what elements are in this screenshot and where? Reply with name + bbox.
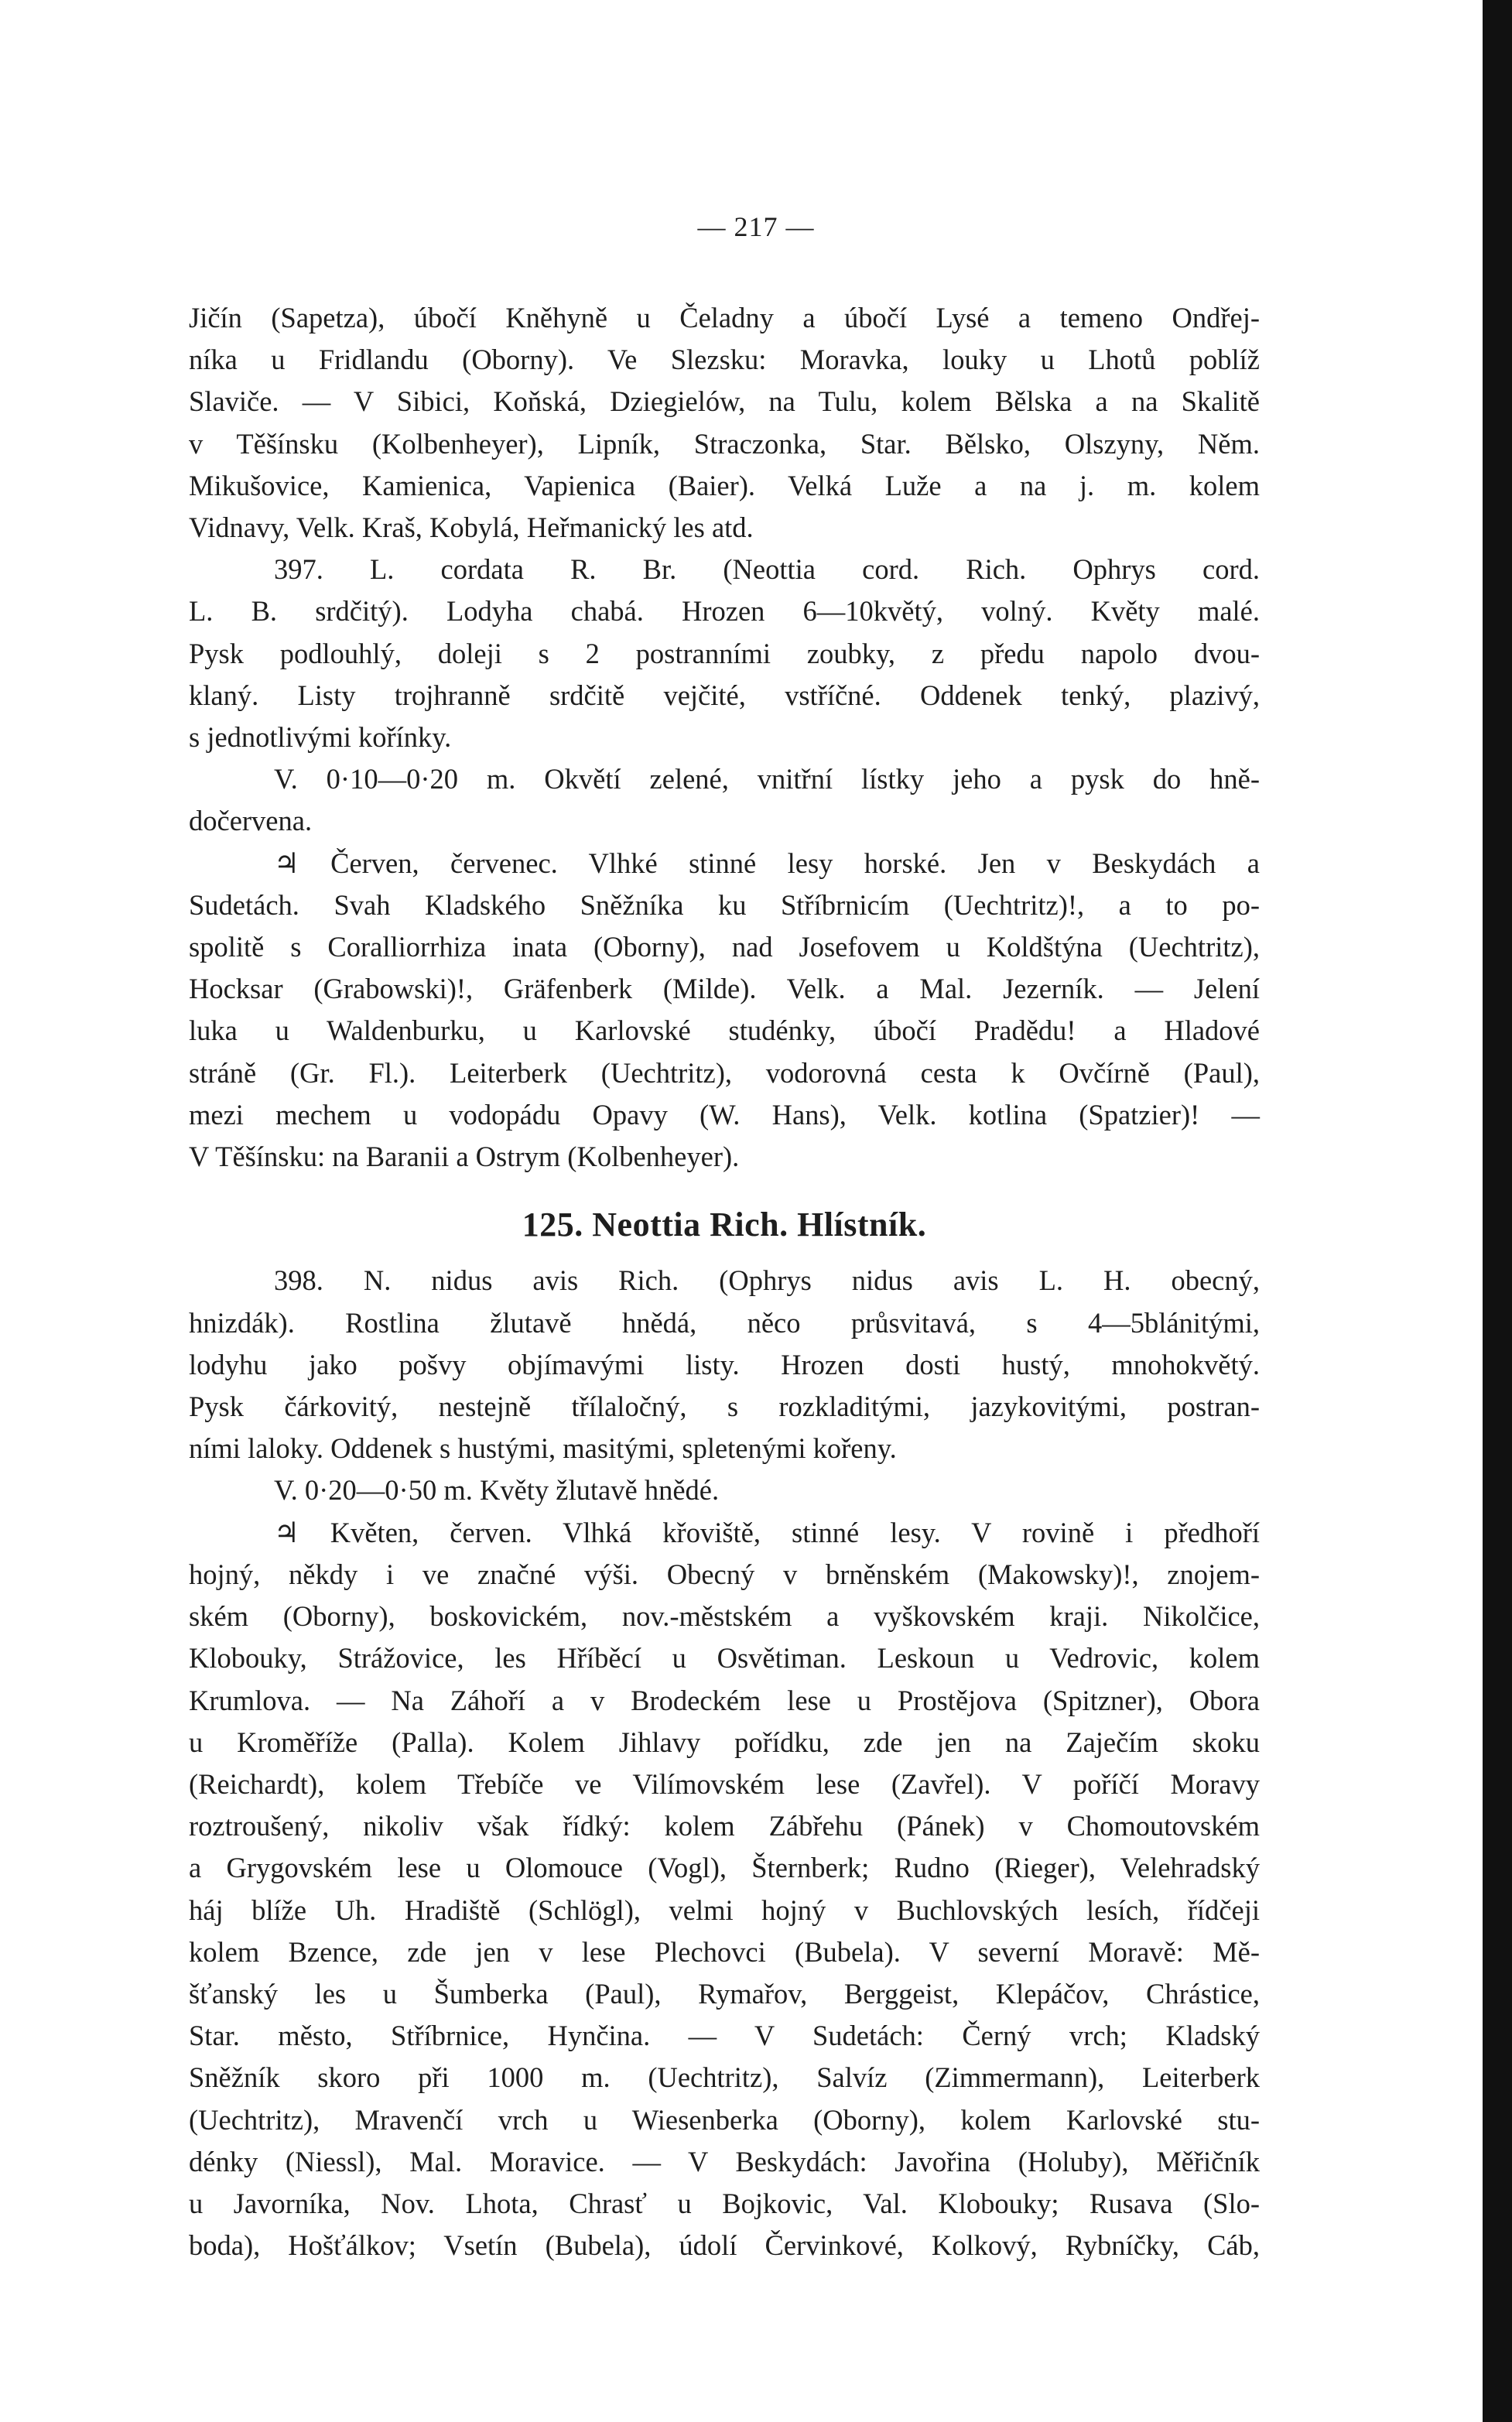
- text-line: ském (Oborny), boskovickém, nov.-městském a vyškovském kraji. Nikolčice,: [189, 1600, 1260, 1633]
- species-398-description: [189, 1260, 1260, 1469]
- text-line: Sněžník skoro při 1000 m. (Uechtritz), Salvíz (Zimmermann), Leiterberk: [189, 2061, 1260, 2094]
- text-line: hojný, někdy i ve značné výši. Obecný v brněnském (Makowsky)!, znojem-: [189, 1558, 1260, 1590]
- text-line: ními laloky. Oddenek s hustými, masitými, spletenými kořeny.: [189, 1432, 897, 1465]
- text-line: v Těšínsku (Kolbenheyer), Lipník, Straczonka, Star. Bělsko, Olszyny, Něm.: [189, 427, 1260, 460]
- genus-heading: 125. Neottia Rich. Hlístník.: [522, 1206, 927, 1244]
- text-line: (Reichardt), kolem Třebíče ve Vilímovském lese (Zavřel). V poříčí Moravy: [189, 1767, 1260, 1800]
- text-line: luka u Waldenburku, u Karlovské studénky, úbočí Pradědu! a Hladové: [189, 1014, 1260, 1047]
- text-line: boda), Hošťálkov; Vsetín (Bubela), údolí Červinkové, Kolkový, Rybníčky, Cáb,: [189, 2229, 1260, 2262]
- text-line: u Javorníka, Nov. Lhota, Chrasť u Bojkovic, Val. Klobouky; Rusava (Slo-: [189, 2187, 1260, 2219]
- text-line: roztroušený, nikoliv však řídký: kolem Zábřehu (Pánek) v Chomoutovském: [189, 1810, 1260, 1842]
- text-line: níka u Fridlandu (Oborny). Ve Slezsku: Moravka, louky u Lhotů poblíž: [189, 344, 1260, 376]
- text-line: dočervena.: [189, 805, 313, 837]
- text-line: ♃ Květen, červen. Vlhká křoviště, stinné lesy. V rovině i předhoří: [274, 1516, 1260, 1548]
- text-line: V Těšínsku: na Baranii a Ostrym (Kolbenheyer).: [189, 1141, 740, 1173]
- text-line: Krumlova. — Na Záhoří a v Brodeckém lese u Prostějova (Spitzner), Obora: [189, 1684, 1260, 1716]
- text-line: Jičín (Sapetza), úbočí Kněhyně u Čeladny a úbočí Lysé a temeno Ondřej-: [189, 302, 1260, 334]
- intro-paragraph: [189, 297, 1260, 549]
- text-line: háj blíže Uh. Hradiště (Schlögl), velmi hojný v Buchlovských lesích, řídčeji: [189, 1893, 1260, 1926]
- text-line: Vidnavy, Velk. Kraš, Kobylá, Heřmanický les atd.: [189, 511, 754, 544]
- text-line: (Uechtritz), Mravenčí vrch u Wiesenberka (Oborny), kolem Karlovské stu-: [189, 2103, 1260, 2136]
- text-line: stráně (Gr. Fl.). Leiterberk (Uechtritz), vodorovná cesta k Ovčírně (Paul),: [189, 1056, 1260, 1089]
- text-line: hnizdák). Rostlina žlutavě hnědá, něco průsvitavá, s 4—5blánitými,: [189, 1306, 1260, 1339]
- text-line: Klobouky, Strážovice, les Hříběcí u Osvětiman. Leskoun u Vedrovic, kolem: [189, 1642, 1260, 1675]
- text-line: V. 0·10—0·20 m. Okvětí zelené, vnitřní lístky jeho a pysk do hně-: [274, 763, 1260, 795]
- text-line: klaný. Listy trojhranně srdčitě vejčité, vstříčné. Oddenek tenký, plazivý,: [189, 679, 1260, 711]
- scan-edge-border: [1483, 0, 1512, 2422]
- text-line: a Grygovském lese u Olomouce (Vogl), Šternberk; Rudno (Rieger), Velehradský: [189, 1852, 1260, 1884]
- text-line: V. 0·20—0·50 m. Květy žlutavě hnědé.: [274, 1474, 720, 1507]
- text-line: ♃ Červen, červenec. Vlhké stinné lesy horské. Jen v Beskydách a: [274, 847, 1260, 879]
- species-397-habitat: [189, 843, 1260, 1179]
- species-398-habitat: [189, 1512, 1260, 2267]
- text-line: Hocksar (Grabowski)!, Gräfenberk (Milde). Velk. a Mal. Jezerník. — Jelení: [189, 973, 1260, 1005]
- text-line: kolem Bzence, zde jen v lese Plechovci (Bubela). V severní Moravě: Mě-: [189, 1935, 1260, 1968]
- text-line: Pysk čárkovitý, nestejně třílaločný, s rozkladitými, jazykovitými, postran-: [189, 1391, 1260, 1423]
- species-398-size: [189, 1469, 1260, 1511]
- species-398-title-line: 398. N. nidus avis Rich. (Ophrys nidus avis L. H. obecný,: [274, 1264, 1260, 1297]
- text-line: Sudetách. Svah Kladského Sněžníka ku Stříbrnicím (Uechtritz)!, a to po-: [189, 888, 1260, 921]
- text-line: Mikušovice, Kamienica, Vapienica (Baier). Velká Luže a na j. m. kolem: [189, 469, 1260, 501]
- species-397-title-line: 397. L. cordata R. Br. (Neottia cord. Rich. Ophrys cord.: [274, 553, 1260, 586]
- text-line: mezi mechem u vodopádu Opavy (W. Hans), Velk. kotlina (Spatzier)! —: [189, 1098, 1260, 1131]
- text-line: Star. město, Stříbrnice, Hynčina. — V Sudetách: Černý vrch; Kladský: [189, 2020, 1260, 2052]
- text-line: lodyhu jako pošvy objímavými listy. Hrozen dosti hustý, mnohokvětý.: [189, 1348, 1260, 1380]
- text-line: u Kroměříže (Palla). Kolem Jihlavy pořídku, zde jen na Zaječím skoku: [189, 1726, 1260, 1758]
- text-line: dénky (Niessl), Mal. Moravice. — V Beskydách: Javořina (Holuby), Měřičník: [189, 2145, 1260, 2177]
- text-line: spolitě s Coralliorrhiza inata (Oborny), nad Josefovem u Koldštýna (Uechtritz),: [189, 931, 1260, 963]
- page-body: [189, 297, 1260, 2266]
- page-number: — 217 —: [697, 211, 815, 242]
- species-397-size: [189, 758, 1260, 842]
- text-line: s jednotlivými kořínky.: [189, 721, 452, 754]
- text-line: šťanský les u Šumberka (Paul), Rymařov, Berggeist, Klepáčov, Chrástice,: [189, 1977, 1260, 2010]
- text-line: Pysk podlouhlý, doleji s 2 postranními zoubky, z předu napolo dvou-: [189, 637, 1260, 669]
- species-397-description: [189, 549, 1260, 758]
- text-line: L. B. srdčitý). Lodyha chabá. Hrozen 6—10květý, volný. Květy malé.: [189, 595, 1260, 628]
- text-line: Slaviče. — V Sibici, Koňská, Dziegielów, na Tulu, kolem Bělska a na Skalitě: [189, 385, 1260, 418]
